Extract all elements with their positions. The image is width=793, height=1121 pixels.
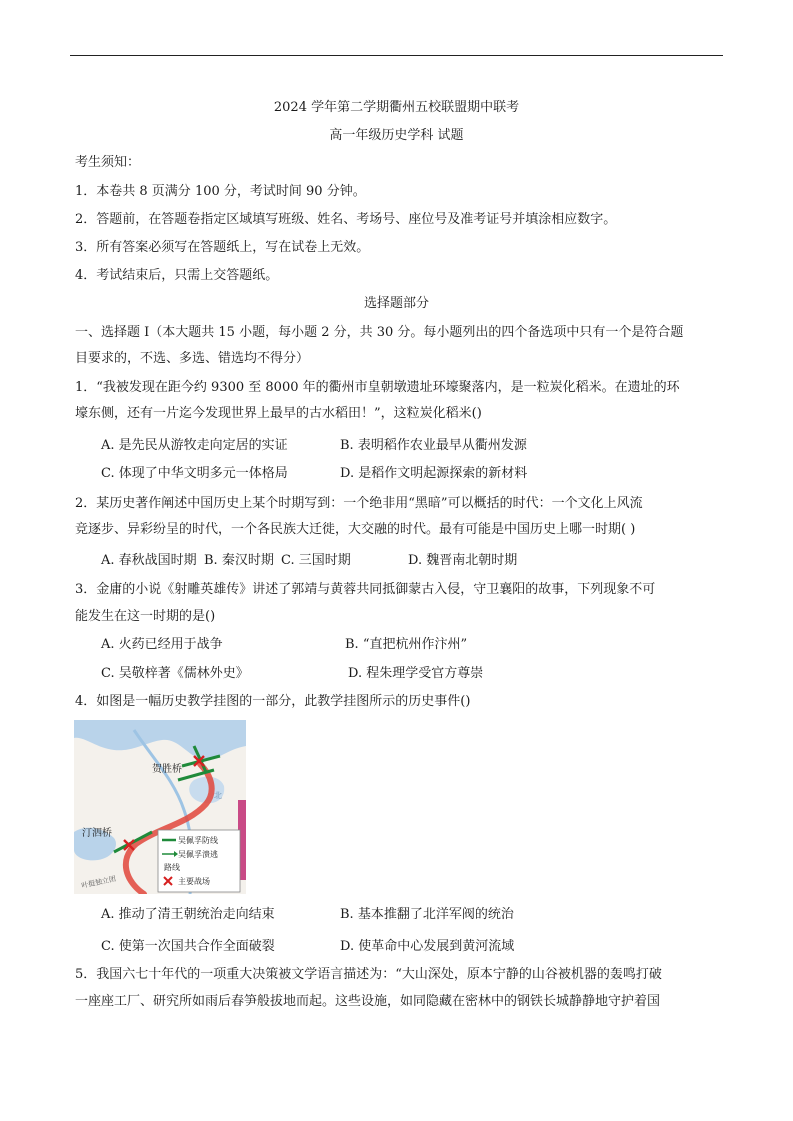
notice-item: 4．考试结束后，只需上交答题纸。 <box>75 268 279 283</box>
section-intro: 一、选择题 I（本大题共 15 小题，每小题 2 分，共 30 分。每小题列出的四个备选项中只有一个是符合题 <box>75 325 684 340</box>
option-3d[interactable]: D. 程朱理学受官方尊崇 <box>348 666 484 681</box>
question-3-text: 能发生在这一时期的是() <box>75 609 216 624</box>
place-label-hesheng: 贺胜桥 <box>152 764 182 775</box>
option-3a[interactable]: A. 火药已经用于战争 <box>101 637 223 652</box>
option-4c[interactable]: C. 使第一次国共合作全面破裂 <box>101 939 275 954</box>
option-2a[interactable]: A. 春秋战国时期 <box>101 553 197 568</box>
section-title: 选择题部分 <box>363 296 429 311</box>
option-2c[interactable]: C. 三国时期 <box>281 553 351 568</box>
option-1d[interactable]: D. 是稻作文明起源探索的新材料 <box>340 466 528 481</box>
northern-expedition-map <box>74 720 246 894</box>
map-legend <box>158 830 240 892</box>
legend-item: 吴佩孚溃逃 <box>178 850 218 859</box>
river-label: 北 <box>214 791 222 800</box>
option-4b[interactable]: B. 基本推翻了北洋军阀的统治 <box>340 907 514 922</box>
question-5-text: 5．我国六七十年代的一项重大决策被文学语言描述为：“大山深处，原本宁静的山谷被机器的轰鸣打破 <box>75 967 662 982</box>
notice-item: 1．本卷共 8 页满分 100 分，考试时间 90 分钟。 <box>75 184 366 199</box>
option-4d[interactable]: D. 使革命中心发展到黄河流域 <box>340 939 515 954</box>
route-label: 叶挺独立团 <box>80 874 117 890</box>
exam-title: 2024 学年第二学期衢州五校联盟期中联考 <box>273 100 520 115</box>
section-intro: 目要求的，不选、多选、错选均不得分） <box>75 351 310 366</box>
option-3b[interactable]: B. “直把杭州作汴州” <box>345 637 468 652</box>
exam-subtitle: 高一年级历史学科 试题 <box>329 128 464 143</box>
notice-item: 2．答题前，在答题卷指定区域填写班级、姓名、考场号、座位号及准考证号并填涂相应数字。 <box>75 212 617 227</box>
option-1b[interactable]: B. 表明稻作农业最早从衢州发源 <box>340 438 527 453</box>
notice-item: 3．所有答案必须写在答题纸上，写在试卷上无效。 <box>75 240 370 255</box>
notice-heading: 考生须知： <box>75 155 141 170</box>
question-4-text: 4．如图是一幅历史教学挂图的一部分，此教学挂图所示的历史事件() <box>75 694 471 709</box>
option-4a[interactable]: A. 推动了清王朝统治走向结束 <box>101 907 275 922</box>
legend-item: 吴佩孚防线 <box>178 836 218 845</box>
question-2-text: 2．某历史著作阐述中国历史上某个时期写到：一个绝非用“黑暗”可以概括的时代：一个文化上风流 <box>75 496 643 511</box>
header-rule <box>70 55 723 56</box>
option-1c[interactable]: C. 体现了中华文明多元一体格局 <box>101 466 288 481</box>
question-2-text: 竞逐步、异彩纷呈的时代，一个各民族大迁徙，大交融的时代。最有可能是中国历史上哪一时期( ) <box>75 522 636 537</box>
question-3-text: 3．金庸的小说《射雕英雄传》讲述了郭靖与黄蓉共同抵御蒙古入侵，守卫襄阳的故事，下列现象不可 <box>75 582 656 597</box>
question-5-text: 一座座工厂、研究所如雨后春笋般拔地而起。这些设施，如同隐藏在密林中的钢铁长城静静地守护着国 <box>75 994 661 1009</box>
legend-item: 路线 <box>164 863 180 872</box>
option-2b[interactable]: B. 秦汉时期 <box>204 553 274 568</box>
place-label-tingsi: 汀泗桥 <box>82 828 112 839</box>
option-3c[interactable]: C. 吴敬梓著《儒林外史》 <box>101 666 249 681</box>
option-2d[interactable]: D. 魏晋南北朝时期 <box>408 553 518 568</box>
question-1-text: 壕东侧，还有一片迄今发现世界上最早的古水稻田！”，这粒炭化稻米() <box>75 406 482 421</box>
question-1-text: 1．“我被发现在距今约 9300 至 8000 年的衢州市皇朝墩遗址环壕聚落内，是一粒炭化稻米。在遗址的环 <box>75 380 680 395</box>
legend-item: 主要战场 <box>178 877 210 886</box>
option-1a[interactable]: A. 是先民从游牧走向定居的实证 <box>101 438 288 453</box>
